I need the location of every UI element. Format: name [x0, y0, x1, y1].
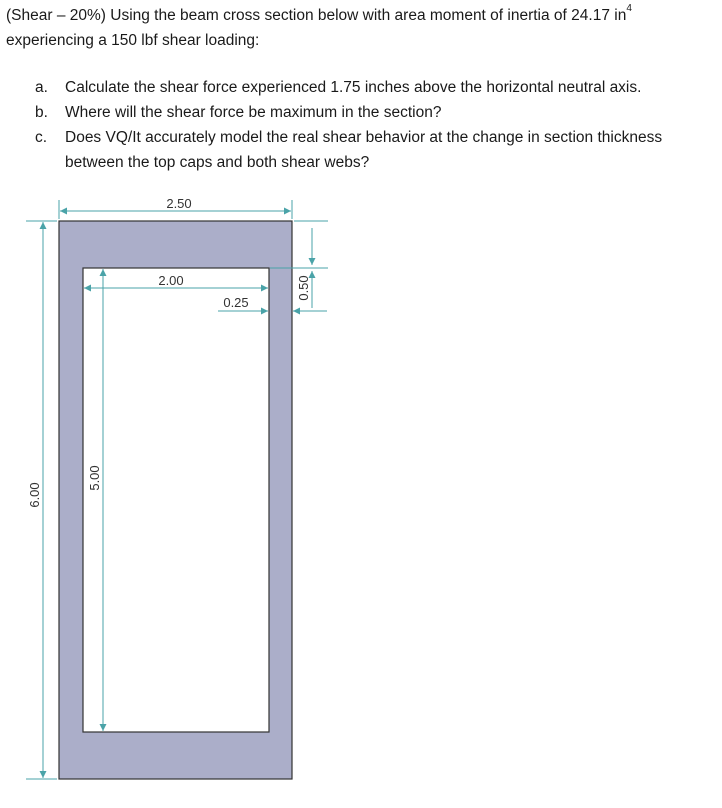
- question-letter: b.: [35, 104, 48, 121]
- inner-width-label: 2.00: [158, 273, 184, 288]
- question-text: Does VQ/It accurately model the real shear behavior at the change in section thickness between the top caps and both shear webs?: [65, 129, 663, 171]
- inertia-exponent: 4: [626, 2, 632, 14]
- inner-height-label: 5.00: [87, 465, 102, 491]
- question-letter: c.: [35, 129, 48, 146]
- wall-thickness-label: 0.25: [223, 295, 249, 310]
- question-text: Calculate the shear force experienced 1.75 inches above the horizontal neutral axis.: [65, 79, 642, 96]
- hollow-interior: [83, 268, 269, 732]
- outer-width-label: 2.50: [166, 196, 192, 211]
- question-letter: a.: [35, 79, 48, 96]
- question-text: Where will the shear force be maximum in the section?: [65, 104, 442, 121]
- outer-height-label: 6.00: [27, 482, 42, 508]
- flange-thickness-label: 0.50: [296, 275, 311, 301]
- problem-intro: (Shear – 20%) Using the beam cross section below with area moment of inertia of 24.17 in: [6, 7, 627, 24]
- problem-intro-line2: experiencing a 150 lbf shear loading:: [6, 32, 260, 49]
